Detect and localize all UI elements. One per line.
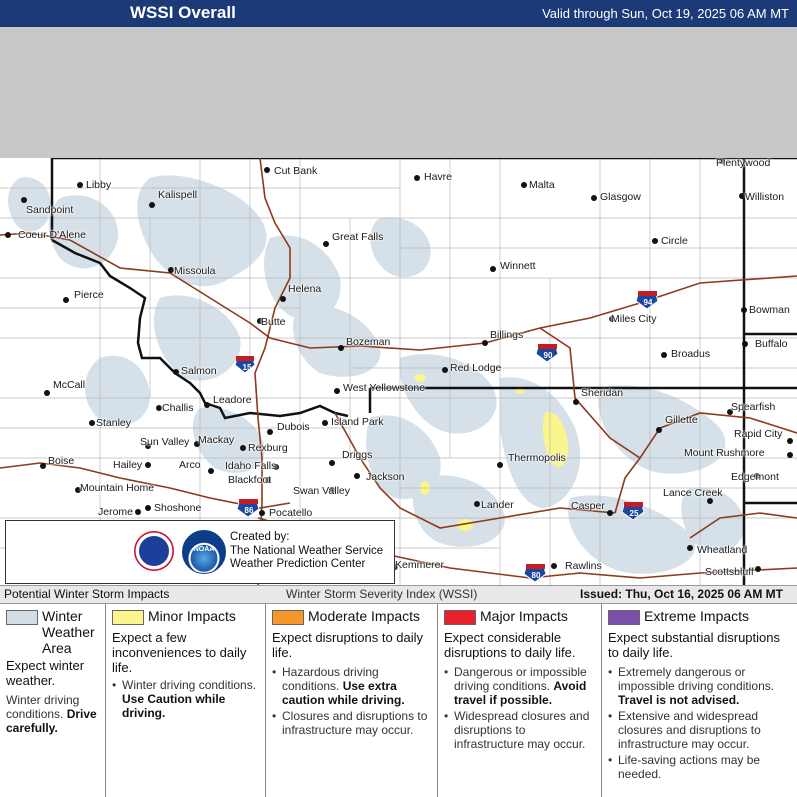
city-label: Circle (661, 235, 688, 247)
legend-swatch (608, 610, 640, 625)
city-label: Bozeman (346, 336, 391, 348)
bullet-text: Closures and disruptions to infrastructure may occur. (282, 709, 428, 737)
city-marker (338, 345, 344, 351)
city-marker (652, 238, 658, 244)
city-marker (354, 473, 360, 479)
city-marker (149, 202, 155, 208)
city-marker (787, 452, 793, 458)
city-label: Lance Creek (663, 487, 723, 499)
legend-heading: Winter Weather Area (42, 608, 95, 656)
interstate-number: 25 (629, 509, 639, 518)
city-label: Pocatello (269, 507, 313, 519)
city-marker (334, 388, 340, 394)
bullet-text: Winter driving conditions. (6, 693, 80, 721)
city-marker (442, 367, 448, 373)
city-marker (742, 341, 748, 347)
nws-logo-icon (134, 531, 174, 571)
interstate-number: 86 (244, 506, 254, 515)
city-marker (40, 463, 46, 469)
city-marker (482, 340, 488, 346)
city-label: Dubois (277, 421, 310, 433)
city-label: Pierce (74, 289, 104, 301)
city-label: Island Park (331, 416, 384, 428)
city-marker (474, 501, 480, 507)
city-label: Glasgow (600, 191, 641, 203)
bullet-marker: • (272, 665, 277, 679)
legend-bullet (608, 753, 790, 781)
city-label: Gillette (665, 414, 698, 426)
city-marker (741, 307, 747, 313)
legend-bullet (6, 693, 97, 735)
city-marker (267, 429, 273, 435)
city-label: Rawlins (565, 560, 602, 572)
city-marker (607, 510, 613, 516)
city-label: Broadus (671, 348, 711, 360)
bullet-text: Extensive and widespread closures and disruptions to infrastructure may occur. (618, 709, 761, 751)
legend-expectation: Expect considerable disruptions to daily life. (444, 630, 576, 660)
bullet-emphasis: Use extra caution while driving. (282, 679, 405, 707)
city-label: Rapid City (734, 428, 783, 440)
legend-expectation: Expect substantial disruptions to daily life. (608, 630, 780, 660)
city-label: Jerome (98, 506, 134, 518)
city-marker (204, 402, 210, 408)
city-label: Missoula (174, 265, 216, 277)
legend-bullet (444, 709, 594, 751)
city-label: Challis (162, 402, 194, 414)
bullet-text: Life-saving actions may be needed. (618, 753, 761, 781)
noaa-logo-icon (182, 530, 226, 574)
bullet-text: Winter driving conditions. (122, 678, 257, 692)
city-label: Idaho Falls (225, 460, 277, 472)
city-label: Kemmerer (395, 559, 445, 571)
city-marker (414, 175, 420, 181)
city-marker (687, 545, 693, 551)
city-label: Red Lodge (450, 362, 502, 374)
city-marker (787, 438, 793, 444)
city-marker (21, 197, 27, 203)
interstate-number: 80 (531, 571, 541, 580)
bullet-emphasis: Avoid travel if possible. (454, 679, 587, 707)
bullet-marker: • (444, 665, 449, 679)
city-label: Spearfish (731, 401, 776, 413)
city-label: Coeur D'Alene (18, 229, 86, 241)
legend-expectation: Expect a few inconveniences to daily life. (112, 630, 247, 675)
legend-heading: Major Impacts (480, 608, 568, 624)
city-label: Billings (490, 329, 524, 341)
legend-expectation: Expect disruptions to daily life. (272, 630, 424, 660)
legend-column (0, 603, 105, 797)
city-marker (259, 510, 265, 516)
title-bar (0, 0, 797, 27)
city-label: Stanley (96, 417, 132, 429)
noaa-logo-text: NOAA (193, 546, 215, 553)
city-label: Mountain Home (80, 482, 155, 494)
city-marker (63, 297, 69, 303)
city-label: Arco (179, 459, 201, 471)
legend-bullet (608, 709, 790, 751)
city-label: Cut Bank (274, 165, 318, 177)
interstate-number: 15 (242, 363, 252, 372)
city-marker (280, 296, 286, 302)
city-label: Winnett (500, 260, 536, 272)
credit-line-3: Weather Prediction Center (230, 558, 366, 570)
bullet-emphasis: Use Caution while driving. (122, 692, 226, 720)
city-label: Havre (424, 171, 453, 183)
bullet-emphasis: Drive carefully. (6, 707, 97, 735)
bullet-text: Extremely dangerous or impossible driving conditions. (618, 665, 775, 693)
city-label: West Yellowstone (343, 382, 426, 394)
credit-box (5, 520, 395, 584)
legend-expectation: Expect winter weather. (6, 658, 85, 688)
city-marker (44, 390, 50, 396)
city-marker (5, 232, 11, 238)
city-label: McCall (53, 379, 86, 391)
city-label: Malta (529, 179, 555, 191)
legend-bullet (444, 665, 594, 707)
city-marker (490, 266, 496, 272)
bullet-emphasis: Travel is not advised. (618, 693, 740, 707)
city-marker (89, 420, 95, 426)
credit-line-2: The National Weather Service (230, 544, 384, 557)
city-label: Leadore (213, 394, 252, 406)
city-marker (77, 182, 83, 188)
city-label: Miles City (611, 313, 657, 325)
bullet-marker: • (272, 709, 277, 723)
bullet-marker: • (444, 709, 449, 723)
no-data-area (0, 27, 797, 158)
bullet-text: Dangerous or impossible driving conditions. (454, 665, 587, 693)
city-label: Shoshone (154, 502, 202, 514)
city-marker (656, 427, 662, 433)
city-label: Edgemont (731, 471, 779, 483)
map-title: WSSI Overall (130, 3, 236, 22)
city-marker (591, 195, 597, 201)
city-label: Plentywood (716, 158, 771, 169)
city-label: Scottsbluff (705, 566, 754, 578)
city-marker (173, 369, 179, 375)
city-marker (322, 420, 328, 426)
city-label: Thermopolis (508, 452, 566, 464)
legend-bullet (112, 678, 258, 720)
city-label: Driggs (342, 449, 373, 461)
bullet-text: Hazardous driving conditions. (282, 665, 379, 693)
city-marker (323, 241, 329, 247)
city-marker (661, 352, 667, 358)
index-name: Winter Storm Severity Index (WSSI) (286, 587, 478, 601)
city-marker (521, 182, 527, 188)
city-label: Bowman (749, 304, 790, 316)
issued-time: Issued: Thu, Oct 16, 2025 06 AM MT (580, 587, 783, 601)
interstate-number: 94 (643, 298, 653, 307)
legend-heading: Moderate Impacts (308, 608, 421, 624)
city-label: Hailey (113, 459, 143, 471)
legend-column (601, 603, 797, 797)
city-label: Salmon (181, 365, 217, 377)
city-label: Sheridan (581, 387, 624, 399)
legend-heading: Extreme Impacts (644, 608, 750, 624)
legend-column (105, 603, 265, 797)
city-label: Rexburg (248, 442, 288, 454)
city-label: Jackson (366, 471, 405, 483)
bullet-text: Widespread closures and disruptions to infrastructure may occur. (454, 709, 590, 751)
interstate-number: 90 (543, 351, 553, 360)
city-label: Sun Valley (140, 436, 190, 448)
legend-title-bar (0, 585, 797, 604)
bullet-marker: • (608, 709, 613, 723)
city-marker (145, 505, 151, 511)
city-label: Swan Valley (293, 485, 351, 497)
city-marker (208, 468, 214, 474)
city-marker (573, 399, 579, 405)
city-label: Butte (261, 316, 286, 328)
legend-bullet (608, 665, 790, 707)
legend-column (437, 603, 601, 797)
city-marker (145, 462, 151, 468)
legend-title: Potential Winter Storm Impacts (4, 587, 170, 601)
city-label: Great Falls (332, 231, 384, 243)
city-marker (497, 462, 503, 468)
legend-bullet (272, 665, 430, 707)
city-label: Helena (288, 283, 322, 295)
legend-heading: Minor Impacts (148, 608, 236, 624)
city-marker (329, 460, 335, 466)
city-label: Libby (86, 179, 112, 191)
legend-swatch (272, 610, 304, 625)
credit-text (230, 531, 383, 572)
city-label: Sandpoint (26, 204, 74, 216)
legend-swatch (444, 610, 476, 625)
valid-through-text: Valid through Sun, Oct 19, 2025 06 AM MT (542, 6, 789, 21)
city-marker (551, 563, 557, 569)
city-marker (264, 167, 270, 173)
bullet-marker: • (608, 665, 613, 679)
city-label: Wheatland (697, 544, 748, 556)
city-label: Kalispell (158, 189, 198, 201)
bullet-marker: • (112, 678, 117, 692)
city-label: Mount Rushmore (684, 447, 765, 459)
legend-swatch (112, 610, 144, 625)
legend-swatch (6, 610, 38, 625)
city-label: Blackfoot (228, 474, 272, 486)
city-label: Boise (48, 455, 75, 467)
legend-column (265, 603, 437, 797)
city-marker (755, 566, 761, 572)
city-label: Casper (571, 500, 605, 512)
impact-legend (0, 603, 797, 797)
legend-bullet (272, 709, 430, 737)
city-label: Williston (745, 191, 785, 203)
credit-line-1: Created by: (230, 531, 290, 543)
city-label: Lander (481, 499, 514, 511)
city-label: Buffalo (755, 338, 788, 350)
city-label: Mackay (198, 434, 235, 446)
bullet-marker: • (608, 753, 613, 767)
city-marker (240, 445, 246, 451)
city-marker (135, 509, 141, 515)
